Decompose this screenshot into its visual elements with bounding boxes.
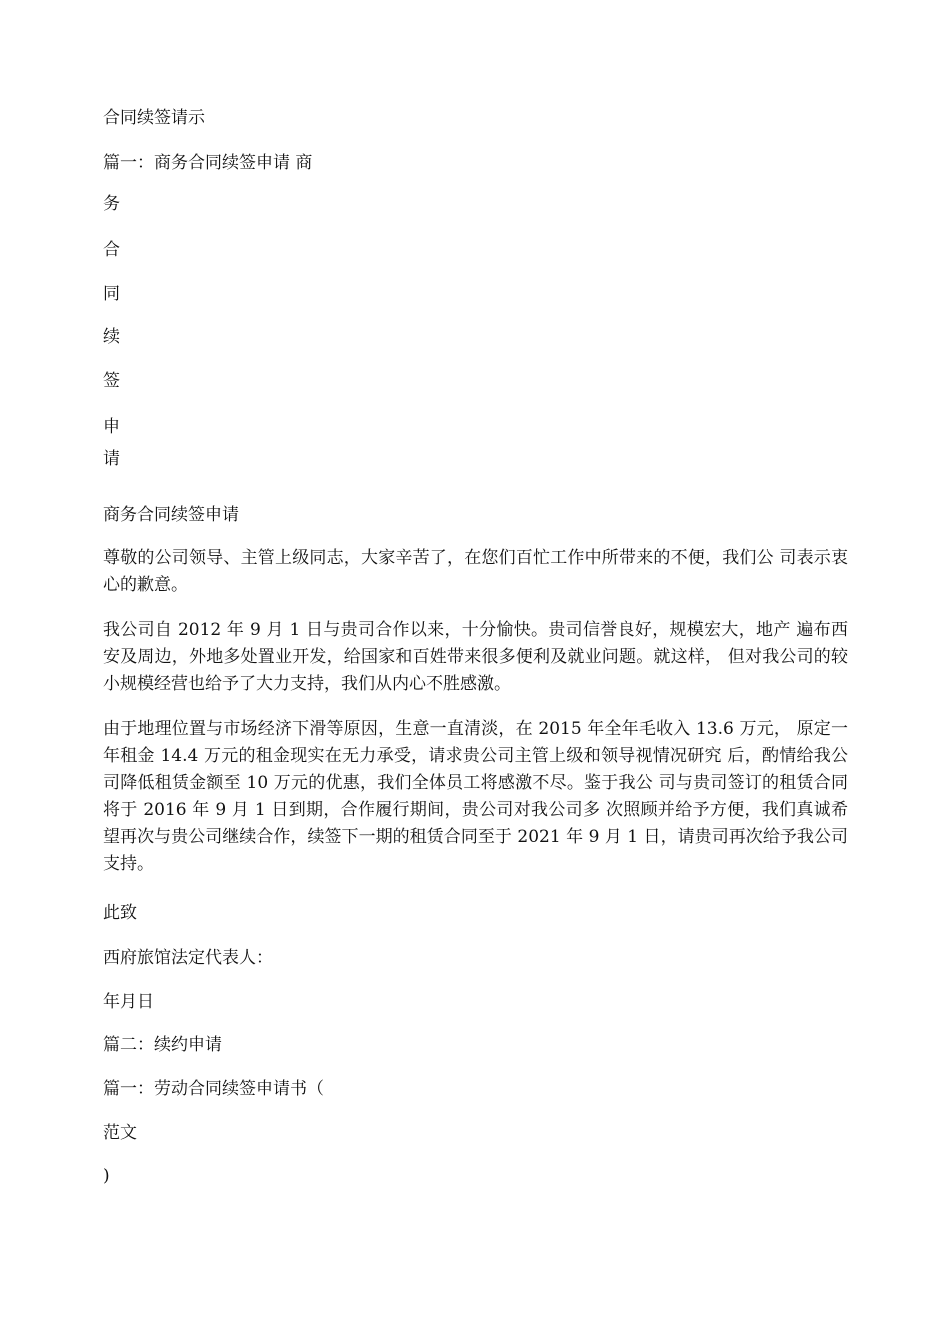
document-subtitle: 商务合同续签申请	[103, 505, 239, 525]
date-line: 年月日	[103, 992, 154, 1012]
document-title: 合同续签请示	[103, 108, 205, 128]
paragraph-request: 由于地理位置与市场经济下滑等原因，生意一直清淡，在 2015 年全年毛收入 13.6 万元， 原定一年租金 14.4 万元的租金现实在无力承受，请求贵公司主管上级和领导视情况研究 后，酌情给我公司降低租赁金额至 10 万元的优惠，我们全体员工将感激不尽。鉴于我公 司与贵司签订的租赁合同将于 2016 年 9 月 1 日到期，合作履行期间，贵公司对我公司多 次照顾并给予方便，我们真诚希望再次与贵公司继续合作，续签下一期的租赁合同至于 2021 年 9 月 1 日，请贵司再次给予我公司支持。	[103, 719, 848, 874]
vertical-char: 合	[103, 240, 120, 260]
vertical-char: 同	[103, 284, 120, 304]
paragraph-greeting: 尊敬的公司领导、主管上级同志，大家辛苦了，在您们百忙工作中所带来的不便，我们公 司表示衷心的歉意。	[103, 548, 848, 595]
vertical-char: 务	[103, 194, 120, 214]
fanwen-label: 范文	[103, 1123, 137, 1143]
section2-subheading: 篇一：劳动合同续签申请书（	[103, 1079, 324, 1099]
vertical-char: 申	[103, 417, 120, 437]
close-paren: )	[103, 1166, 110, 1186]
section2-heading: 篇二：续约申请	[103, 1035, 222, 1055]
closing: 此致	[103, 903, 137, 923]
section1-heading: 篇一：商务合同续签申请 商	[103, 153, 313, 173]
vertical-char: 请	[103, 449, 120, 469]
signature: 西府旅馆法定代表人：	[103, 948, 273, 968]
paragraph-history: 我公司自 2012 年 9 月 1 日与贵司合作以来，十分愉快。贵司信誉良好，规模宏大，地产 遍布西安及周边，外地多处置业开发，给国家和百姓带来很多便利及就业问题。就这样， 但对我公司的较小规模经营也给予了大力支持，我们从内心不胜感激。	[103, 620, 848, 694]
vertical-char: 续	[103, 327, 120, 347]
vertical-char: 签	[103, 371, 120, 391]
